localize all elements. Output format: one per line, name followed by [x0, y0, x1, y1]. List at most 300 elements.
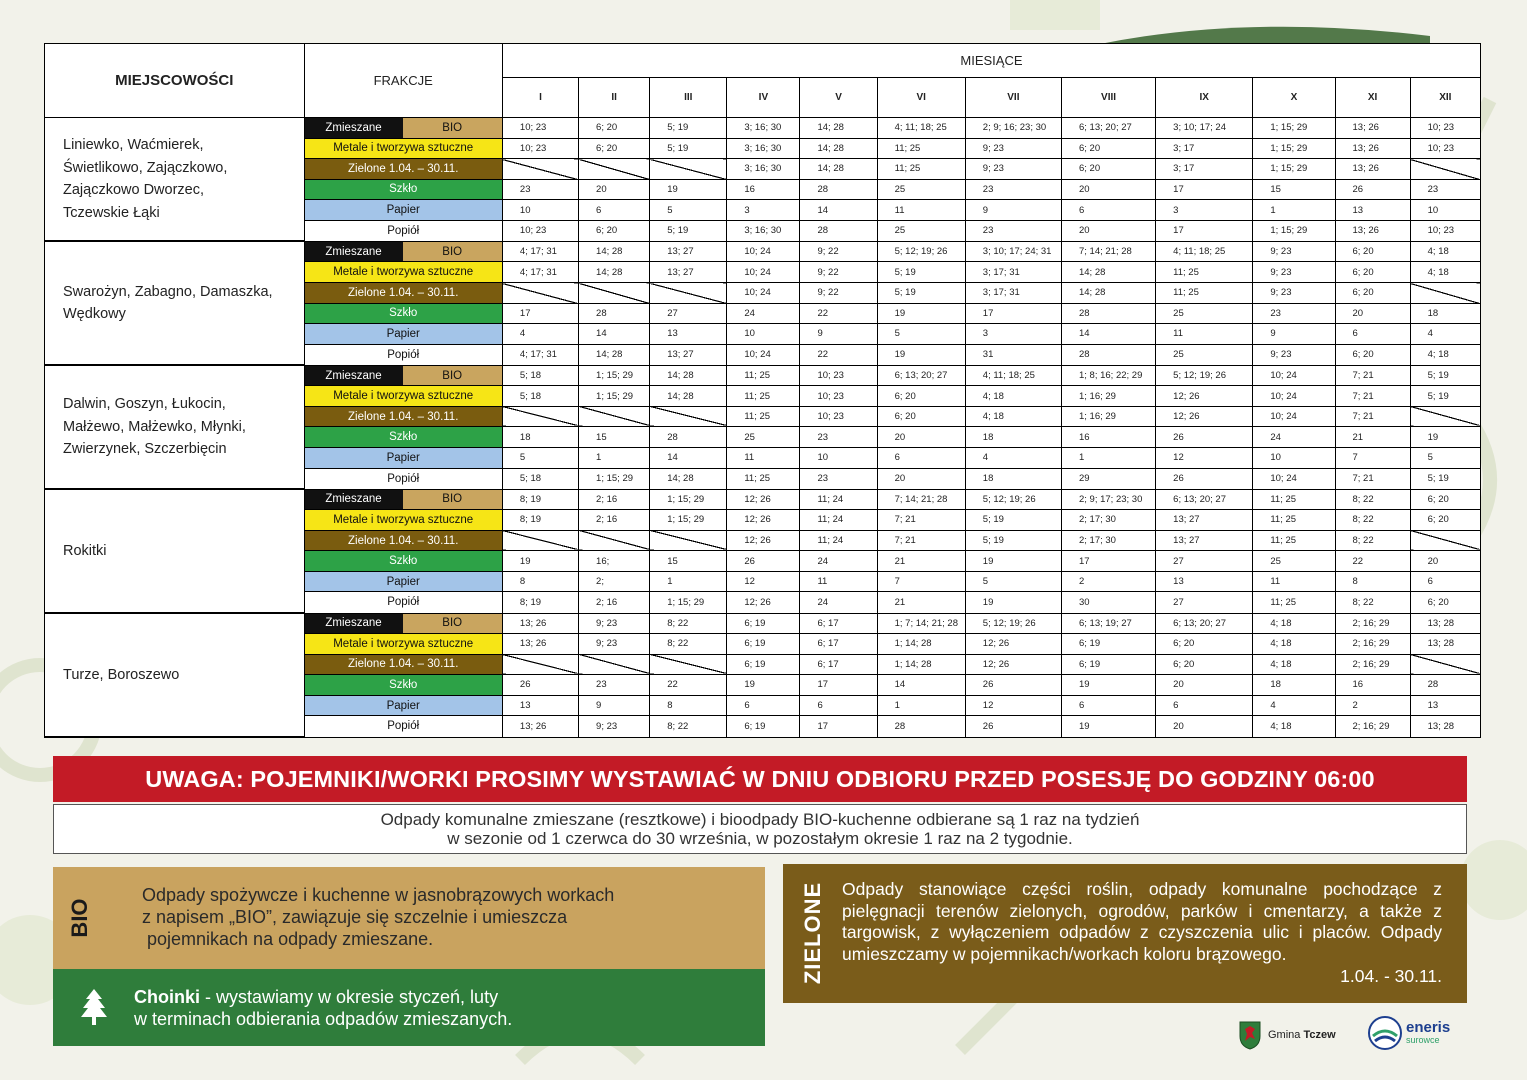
month-header: X	[1253, 78, 1335, 118]
date-cell: 9; 23	[1253, 283, 1335, 304]
date-cell: 6	[1410, 571, 1480, 592]
date-cell: 18	[1410, 303, 1480, 324]
date-cell: 10; 24	[1253, 365, 1335, 386]
date-cell: 1	[650, 571, 727, 592]
fraction-bio: BIO	[403, 366, 502, 386]
town-list	[45, 241, 305, 365]
date-cell: 16	[727, 179, 800, 200]
date-cell: 10; 24	[1253, 406, 1335, 427]
date-cell: 23	[965, 220, 1061, 241]
date-cell: 10; 23	[502, 138, 578, 159]
date-cell: 5; 19	[965, 530, 1061, 551]
gmina-crest-icon	[1238, 1020, 1262, 1050]
date-cell: 2; 17; 30	[1061, 510, 1155, 531]
date-cell: 19	[877, 303, 965, 324]
date-cell: 11; 25	[727, 365, 800, 386]
date-cell: 6	[1156, 695, 1253, 716]
fraction-text: Szkło	[389, 678, 418, 691]
date-cell: 7	[1335, 448, 1410, 469]
date-cell: 10; 23	[1410, 138, 1480, 159]
date-cell: 11; 24	[800, 530, 877, 551]
date-cell: 6	[1061, 695, 1155, 716]
date-cell: 26	[1156, 427, 1253, 448]
date-cell: 11	[1156, 324, 1253, 345]
date-cell: 5	[1410, 448, 1480, 469]
date-cell: 6; 20	[1061, 159, 1155, 180]
date-cell: 12; 26	[727, 592, 800, 613]
date-cell: 10	[727, 324, 800, 345]
date-cell: 17	[1156, 179, 1253, 200]
date-cell: 6; 20	[1410, 510, 1480, 531]
date-cell: 20	[1335, 303, 1410, 324]
date-cell: 7; 21	[1335, 468, 1410, 489]
date-cell: 6; 13; 20; 27	[1061, 118, 1155, 139]
bio-description	[142, 884, 742, 950]
date-cell: 2; 16; 29	[1335, 613, 1410, 634]
date-cell: 7	[877, 571, 965, 592]
fraction-label-zi	[304, 283, 502, 304]
date-cell: 15	[1253, 179, 1335, 200]
date-cell: 13; 26	[1335, 118, 1410, 139]
date-cell: 4; 11; 18; 25	[877, 118, 965, 139]
date-cell: 13; 26	[1335, 159, 1410, 180]
date-cell: 3	[965, 324, 1061, 345]
date-cell: 4	[965, 448, 1061, 469]
date-cell: 14	[1061, 324, 1155, 345]
date-cell: 4; 17; 31	[502, 344, 578, 365]
date-cell: 12	[965, 695, 1061, 716]
date-cell: 11; 25	[727, 406, 800, 427]
date-cell: 10	[1253, 448, 1335, 469]
date-cell: 3; 10; 17; 24; 31	[965, 241, 1061, 262]
date-cell: 13	[1156, 571, 1253, 592]
eneris-logo	[1368, 1016, 1450, 1050]
date-cell: 13; 26	[502, 634, 578, 655]
fraction-label-po	[304, 344, 502, 365]
date-cell: 5; 19	[1410, 468, 1480, 489]
date-cell: 25	[1253, 551, 1335, 572]
fraction-label-zm	[304, 241, 502, 262]
date-cell: 5; 12; 19; 26	[877, 241, 965, 262]
date-cell: 5; 19	[965, 510, 1061, 531]
date-cell: 14; 28	[650, 386, 727, 407]
town-list	[45, 118, 305, 242]
date-cell: 2; 16	[579, 510, 650, 531]
date-cell: 10; 23	[800, 406, 877, 427]
date-cell: 5; 19	[650, 118, 727, 139]
header-fractions: FRAKCJE	[304, 44, 502, 118]
date-cell: 17	[965, 303, 1061, 324]
fraction-label-sz	[304, 675, 502, 696]
date-cell: 11; 25	[1253, 489, 1335, 510]
date-cell: 2; 9; 16; 23; 30	[965, 118, 1061, 139]
zielone-dates: 1.04. - 30.11.	[1340, 965, 1442, 986]
date-cell: 13; 28	[1410, 613, 1480, 634]
no-collection-cell	[1410, 530, 1480, 551]
date-cell: 6; 20	[579, 118, 650, 139]
date-cell: 13; 26	[1335, 220, 1410, 241]
date-cell: 6; 17	[800, 654, 877, 675]
fraction-bio: BIO	[403, 490, 502, 510]
date-cell: 28	[1061, 344, 1155, 365]
date-cell: 23	[800, 427, 877, 448]
date-cell: 14; 28	[579, 241, 650, 262]
fraction-text: Szkło	[389, 555, 418, 568]
fraction-text: Popiół	[387, 472, 420, 485]
date-cell: 13	[1410, 695, 1480, 716]
no-collection-cell	[502, 654, 578, 675]
date-cell: 11; 25	[1156, 262, 1253, 283]
date-cell: 7; 14; 21; 28	[1061, 241, 1155, 262]
no-collection-cell	[579, 654, 650, 675]
date-cell: 14; 28	[579, 344, 650, 365]
date-cell: 19	[727, 675, 800, 696]
date-cell: 6; 20	[1061, 138, 1155, 159]
date-cell: 6; 19	[1061, 654, 1155, 675]
schedule-row	[45, 241, 1481, 262]
month-header: XI	[1335, 78, 1410, 118]
date-cell: 2	[1335, 695, 1410, 716]
date-cell: 24	[800, 592, 877, 613]
date-cell: 20	[1156, 716, 1253, 737]
date-cell: 20	[1156, 675, 1253, 696]
date-cell: 3	[727, 200, 800, 221]
date-cell: 10; 24	[727, 241, 800, 262]
date-cell: 27	[1156, 551, 1253, 572]
town-name: Małżewo, Małżewko, Młynki,	[63, 418, 246, 435]
date-cell: 3; 16; 30	[727, 159, 800, 180]
zielone-label: ZIELONE	[800, 881, 825, 985]
eneris-sub: surowce	[1406, 1035, 1440, 1045]
date-cell: 13; 28	[1410, 634, 1480, 655]
choinki-line-2: w terminach odbierania odpadów zmieszanych.	[134, 1009, 513, 1029]
fraction-label-zi	[304, 159, 502, 180]
date-cell: 17	[502, 303, 578, 324]
date-cell: 6; 20	[1335, 262, 1410, 283]
date-cell: 12; 26	[1156, 386, 1253, 407]
date-cell: 23	[800, 468, 877, 489]
date-cell: 11	[727, 448, 800, 469]
date-cell: 27	[1156, 592, 1253, 613]
fraction-zmieszane: Zmieszane	[305, 242, 403, 262]
date-cell: 6	[877, 448, 965, 469]
fraction-label-zm	[304, 489, 502, 510]
no-collection-cell	[579, 283, 650, 304]
date-cell: 2	[1061, 571, 1155, 592]
town-list	[45, 613, 305, 737]
date-cell: 22	[650, 675, 727, 696]
month-header: II	[579, 78, 650, 118]
fraction-zmieszane: Zmieszane	[305, 614, 403, 634]
date-cell: 4; 17; 31	[502, 241, 578, 262]
date-cell: 10	[502, 200, 578, 221]
bio-label: BIO	[67, 898, 92, 938]
fraction-label-pa	[304, 324, 502, 345]
schedule-row	[45, 489, 1481, 510]
date-cell: 12; 26	[727, 489, 800, 510]
date-cell: 1; 14; 28	[877, 634, 965, 655]
date-cell: 9; 22	[800, 283, 877, 304]
no-collection-cell	[650, 530, 727, 551]
date-cell: 16;	[579, 551, 650, 572]
date-cell: 19	[650, 179, 727, 200]
town-name: Swarożyn, Zabagno, Damaszka,	[63, 283, 273, 300]
fraction-label-zi	[304, 406, 502, 427]
date-cell: 4; 18	[1253, 654, 1335, 675]
date-cell: 22	[800, 344, 877, 365]
date-cell: 24	[1253, 427, 1335, 448]
date-cell: 5	[650, 200, 727, 221]
date-cell: 6; 19	[727, 716, 800, 737]
date-cell: 2; 16; 29	[1335, 654, 1410, 675]
fraction-text: Metale i tworzywa sztuczne	[333, 390, 474, 403]
date-cell: 5; 19	[877, 262, 965, 283]
christmas-tree-icon	[81, 989, 107, 1025]
date-cell: 20	[579, 179, 650, 200]
date-cell: 6; 20	[1410, 592, 1480, 613]
date-cell: 8	[650, 695, 727, 716]
date-cell: 1; 15; 29	[1253, 159, 1335, 180]
date-cell: 3; 10; 17; 24	[1156, 118, 1253, 139]
date-cell: 11; 24	[800, 489, 877, 510]
date-cell: 17	[1061, 551, 1155, 572]
date-cell: 16	[1061, 427, 1155, 448]
fraction-text: Papier	[386, 699, 420, 712]
fraction-label-po	[304, 468, 502, 489]
date-cell: 10; 23	[502, 118, 578, 139]
no-collection-cell	[502, 406, 578, 427]
date-cell: 12; 26	[727, 530, 800, 551]
date-cell: 3	[1156, 200, 1253, 221]
fraction-text: Popiół	[387, 348, 420, 361]
date-cell: 21	[1335, 427, 1410, 448]
date-cell: 9; 23	[965, 138, 1061, 159]
zielone-description	[842, 879, 1442, 988]
date-cell: 6; 13; 20; 27	[1156, 489, 1253, 510]
date-cell: 10; 23	[1410, 220, 1480, 241]
fraction-text: Papier	[386, 451, 420, 464]
date-cell: 13; 26	[1335, 138, 1410, 159]
date-cell: 10; 23	[800, 386, 877, 407]
date-cell: 22	[1335, 551, 1410, 572]
date-cell: 20	[1061, 220, 1155, 241]
date-cell: 6; 20	[877, 386, 965, 407]
fraction-label-zi	[304, 654, 502, 675]
fraction-text: Popiół	[387, 224, 420, 237]
date-cell: 5; 19	[650, 220, 727, 241]
date-cell: 10; 24	[727, 262, 800, 283]
date-cell: 11; 25	[877, 159, 965, 180]
date-cell: 19	[1061, 675, 1155, 696]
fraction-text: Zielone 1.04. – 30.11.	[348, 286, 459, 299]
date-cell: 10	[800, 448, 877, 469]
date-cell: 2; 16	[579, 489, 650, 510]
header-months: MIESIĄCE	[502, 44, 1480, 78]
date-cell: 28	[579, 303, 650, 324]
date-cell: 14; 28	[579, 262, 650, 283]
date-cell: 13; 27	[1156, 510, 1253, 531]
date-cell: 13; 27	[650, 241, 727, 262]
date-cell: 14; 28	[650, 365, 727, 386]
date-cell: 1	[579, 448, 650, 469]
date-cell: 1; 15; 29	[1253, 138, 1335, 159]
date-cell: 5; 12; 19; 26	[965, 613, 1061, 634]
date-cell: 12; 26	[727, 510, 800, 531]
no-collection-cell	[650, 654, 727, 675]
no-collection-cell	[650, 283, 727, 304]
schedule-row	[45, 118, 1481, 139]
date-cell: 23	[1410, 179, 1480, 200]
date-cell: 23	[965, 179, 1061, 200]
fraction-text: Zielone 1.04. – 30.11.	[348, 658, 459, 671]
date-cell: 14; 28	[800, 159, 877, 180]
date-cell: 20	[1061, 179, 1155, 200]
date-cell: 13; 26	[502, 716, 578, 737]
date-cell: 4; 18	[1410, 344, 1480, 365]
date-cell: 3; 17; 31	[965, 262, 1061, 283]
date-cell: 11; 25	[1253, 592, 1335, 613]
date-cell: 8; 22	[1335, 510, 1410, 531]
date-cell: 5; 19	[650, 138, 727, 159]
date-cell: 18	[965, 427, 1061, 448]
date-cell: 6; 20	[877, 406, 965, 427]
date-cell: 1; 16; 29	[1061, 406, 1155, 427]
town-name: Turze, Boroszewo	[63, 666, 180, 683]
no-collection-cell	[650, 406, 727, 427]
date-cell: 27	[650, 303, 727, 324]
date-cell: 3; 16; 30	[727, 118, 800, 139]
fraction-label-po	[304, 220, 502, 241]
date-cell: 6; 20	[1335, 283, 1410, 304]
date-cell: 2; 9; 17; 23; 30	[1061, 489, 1155, 510]
no-collection-cell	[579, 159, 650, 180]
date-cell: 25	[1156, 303, 1253, 324]
fraction-bio: BIO	[403, 242, 502, 262]
date-cell: 4	[1410, 324, 1480, 345]
date-cell: 19	[965, 592, 1061, 613]
date-cell: 13; 28	[1410, 716, 1480, 737]
date-cell: 11	[877, 200, 965, 221]
fraction-label-zi	[304, 530, 502, 551]
date-cell: 20	[877, 427, 965, 448]
date-cell: 5; 19	[1410, 386, 1480, 407]
date-cell: 4	[1253, 695, 1335, 716]
date-cell: 8; 22	[1335, 489, 1410, 510]
fraction-text: Metale i tworzywa sztuczne	[333, 266, 474, 279]
date-cell: 8; 22	[650, 716, 727, 737]
date-cell: 14; 28	[800, 138, 877, 159]
date-cell: 19	[965, 551, 1061, 572]
date-cell: 11; 25	[877, 138, 965, 159]
no-collection-cell	[502, 530, 578, 551]
fraction-label-pa	[304, 571, 502, 592]
date-cell: 9	[965, 200, 1061, 221]
date-cell: 14; 28	[1061, 262, 1155, 283]
town-list	[45, 489, 305, 613]
date-cell: 6; 19	[727, 613, 800, 634]
no-collection-cell	[1410, 283, 1480, 304]
date-cell: 14; 28	[1061, 283, 1155, 304]
date-cell: 28	[800, 220, 877, 241]
date-cell: 1	[1253, 200, 1335, 221]
fraction-label-pa	[304, 695, 502, 716]
date-cell: 4	[502, 324, 578, 345]
date-cell: 6	[579, 200, 650, 221]
date-cell: 14	[579, 324, 650, 345]
town-name: Dalwin, Goszyn, Łukocin,	[63, 396, 226, 413]
date-cell: 19	[1061, 716, 1155, 737]
date-cell: 9; 23	[579, 716, 650, 737]
date-cell: 17	[1156, 220, 1253, 241]
fraction-zmieszane: Zmieszane	[305, 490, 403, 510]
month-header: XII	[1410, 78, 1480, 118]
info-box	[53, 804, 1467, 854]
notice-banner: UWAGA: POJEMNIKI/WORKI PROSIMY WYSTAWIAĆ W DNIU ODBIORU PRZED POSESJĘ DO GODZINY 06:00	[53, 756, 1467, 802]
date-cell: 5	[877, 324, 965, 345]
date-cell: 4; 18	[1410, 241, 1480, 262]
month-header: IV	[727, 78, 800, 118]
date-cell: 28	[1061, 303, 1155, 324]
date-cell: 4; 17; 31	[502, 262, 578, 283]
fraction-text: Szkło	[389, 307, 418, 320]
month-header: VII	[965, 78, 1061, 118]
date-cell: 5; 19	[877, 283, 965, 304]
date-cell: 9; 23	[965, 159, 1061, 180]
date-cell: 2; 17; 30	[1061, 530, 1155, 551]
date-cell: 9; 23	[579, 634, 650, 655]
fraction-text: Metale i tworzywa sztuczne	[333, 637, 474, 650]
date-cell: 5	[502, 448, 578, 469]
fraction-label-sz	[304, 303, 502, 324]
date-cell: 7; 21	[1335, 406, 1410, 427]
date-cell: 8; 19	[502, 489, 578, 510]
gmina-label: Gmina Tczew	[1268, 1029, 1336, 1041]
schedule-row	[45, 365, 1481, 386]
gmina-logo	[1238, 1020, 1336, 1050]
date-cell: 8; 22	[1335, 530, 1410, 551]
town-name: Rokitki	[63, 542, 107, 559]
date-cell: 13	[502, 695, 578, 716]
date-cell: 1	[877, 695, 965, 716]
date-cell: 4; 18	[1253, 613, 1335, 634]
date-cell: 22	[800, 303, 877, 324]
date-cell: 26	[727, 551, 800, 572]
date-cell: 6; 19	[727, 654, 800, 675]
info-line-2: w sezonie od 1 czerwca do 30 września, w pozostałym okresie 1 raz na 2 tygodnie.	[447, 829, 1073, 848]
date-cell: 9; 22	[800, 262, 877, 283]
schedule-row	[45, 613, 1481, 634]
fraction-label-po	[304, 716, 502, 737]
date-cell: 25	[1156, 344, 1253, 365]
date-cell: 5; 19	[1410, 365, 1480, 386]
date-cell: 17	[800, 675, 877, 696]
date-cell: 31	[965, 344, 1061, 365]
fraction-label-zm	[304, 118, 502, 139]
date-cell: 11; 25	[727, 468, 800, 489]
town-name: Zwierzynek, Szczerbięcin	[63, 441, 227, 458]
no-collection-cell	[579, 406, 650, 427]
date-cell: 6; 19	[727, 634, 800, 655]
date-cell: 11; 25	[1156, 283, 1253, 304]
date-cell: 1; 15; 29	[650, 510, 727, 531]
date-cell: 1; 15; 29	[1253, 118, 1335, 139]
fraction-label-zm	[304, 365, 502, 386]
date-cell: 6; 13; 20; 27	[877, 365, 965, 386]
zielone-text: Odpady stanowiące części roślin, odpady komunalne pochodzące z pielęgnacji terenów zielonych, ogrodów, parków i cmentarzy, a także z targowisk, z wyłączeniem odpadów z czyszczenia ulic i placów. Odpady umieszczamy w pojemnikach/workach koloru brązowego.	[842, 879, 1442, 965]
date-cell: 10; 24	[1253, 386, 1335, 407]
date-cell: 10	[1410, 200, 1480, 221]
date-cell: 6; 20	[579, 220, 650, 241]
